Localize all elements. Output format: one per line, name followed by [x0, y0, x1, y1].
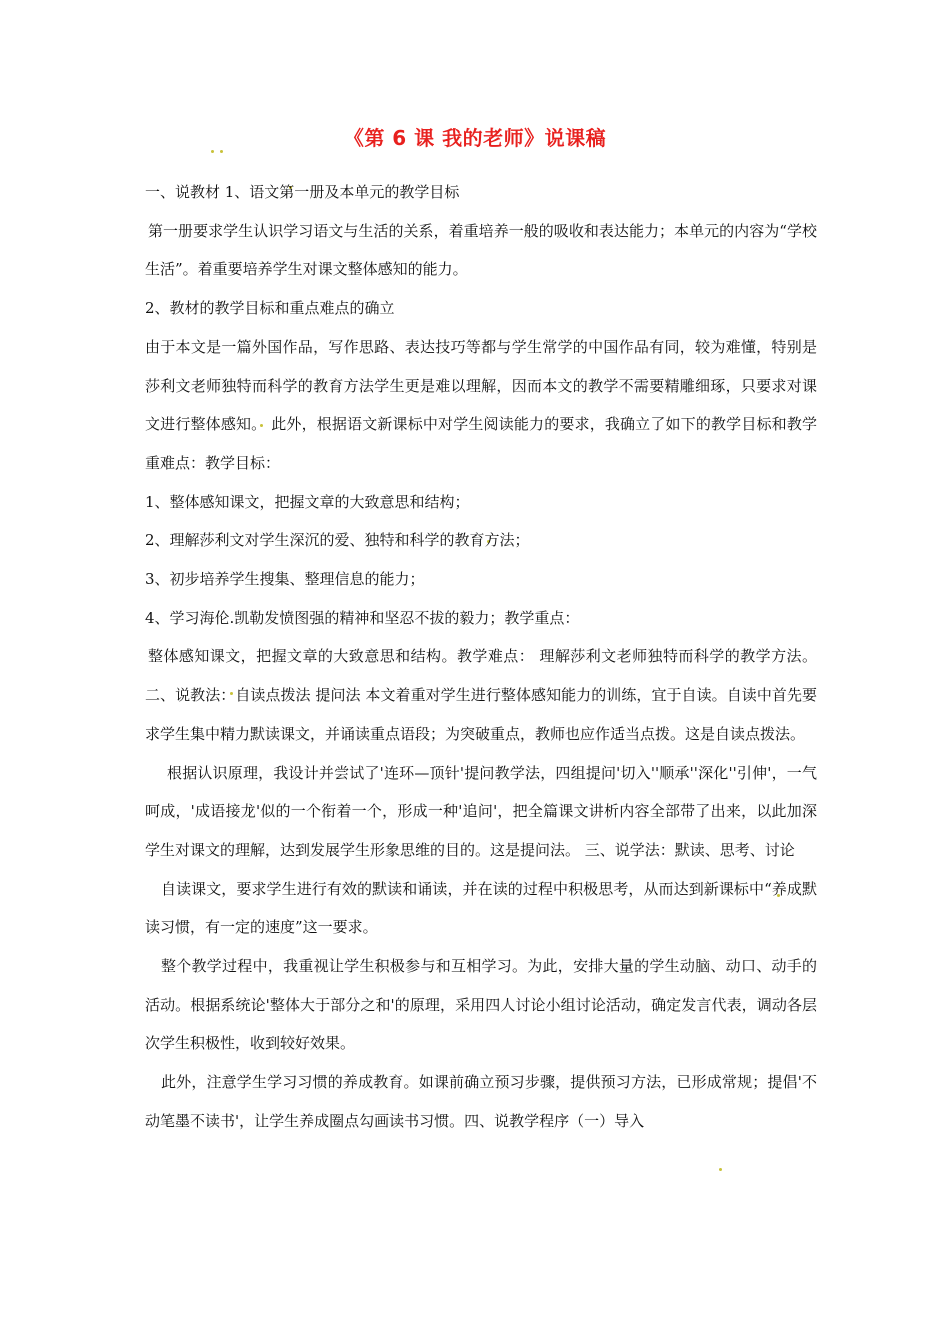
document-title: 《第 6 课 我的老师》说课稿	[343, 126, 607, 150]
decorative-dot	[719, 1168, 722, 1171]
paragraph: 整个教学过程中，我重视让学生积极参与和互相学习。为此，安排大量的学生动脑、动口、动手的活动。根据系统论'整体大于部分之和'的原理，采用四人讨论小组讨论活动，确定发言代表，调动各层次学生积极性，收到较好效果。	[145, 957, 817, 1053]
paragraph: 2、教材的教学目标和重点难点的确立	[145, 299, 395, 318]
paragraph: 自读课文，要求学生进行有效的默读和诵读，并在读的过程中积极思考，从而达到新课标中“养成默读习惯，有一定的速度”这一要求。	[145, 879, 817, 937]
paragraph: 2、理解莎利文对学生深沉的爱、独特和科学的教育方法；	[145, 531, 530, 550]
paragraph: 第一册要求学生认识学习语文与生活的关系，着重培养一般的吸收和表达能力；本单元的内容为“学校生活”。着重要培养学生对课文整体感知的能力。	[145, 221, 817, 279]
paragraph: 由于本文是一篇外国作品，写作思路、表达技巧等都与学生常学的中国作品有同，较为难懂，特别是莎利文老师独特而科学的教育方法学生更是难以理解，因而本文的教学不需要精雕细琢，只要求对课文进行整体感知。 此外，根据语文新课标中对学生阅读能力的要求，我确立了如下的教学目标和教学重难点：教学目标：	[145, 337, 817, 472]
paragraph: 1、整体感知课文，把握文章的大致意思和结构；	[145, 492, 470, 511]
paragraph: 3、初步培养学生搜集、整理信息的能力；	[145, 570, 425, 589]
decorative-dot	[220, 150, 223, 153]
paragraph: 一、说教材 1、语文第一册及本单元的教学目标	[145, 183, 460, 201]
decorative-dot	[211, 150, 214, 153]
paragraph: 此外，注意学生学习习惯的养成教育。如课前确立预习步骤，提供预习方法，已形成常规；提倡'不动笔墨不读书'，让学生养成圈点勾画读书习惯。四、说教学程序（一）导入	[145, 1073, 817, 1130]
paragraph: 4、学习海伦.凯勒发愤图强的精神和坚忍不拔的毅力；教学重点：	[145, 608, 580, 627]
paragraph: 根据认识原理，我设计并尝试了'连环—顶针'提问教学法，四组提问'切入''顺承''深化''引伸'，一气呵成，'成语接龙'似的一个衔着一个，形成一种'追问'，把全篇课文讲析内容全部带了出来，以此加深学生对课文的理解，达到发展学生形象思维的目的。这是提问法。 三、说学法：默读、思考、讨论	[145, 763, 817, 859]
document-body	[145, 173, 817, 1141]
paragraph: 整体感知课文，把握文章的大致意思和结构。教学难点： 理解莎利文老师独特而科学的教学方法。二、说教法：自读点拨法 提问法 本文着重对学生进行整体感知能力的训练，宜于自读。自读中首先要求学生集中精力默读课文，并诵读重点语段；为突破重点，教师也应作适当点拨。这是自读点拨法。	[145, 647, 817, 743]
